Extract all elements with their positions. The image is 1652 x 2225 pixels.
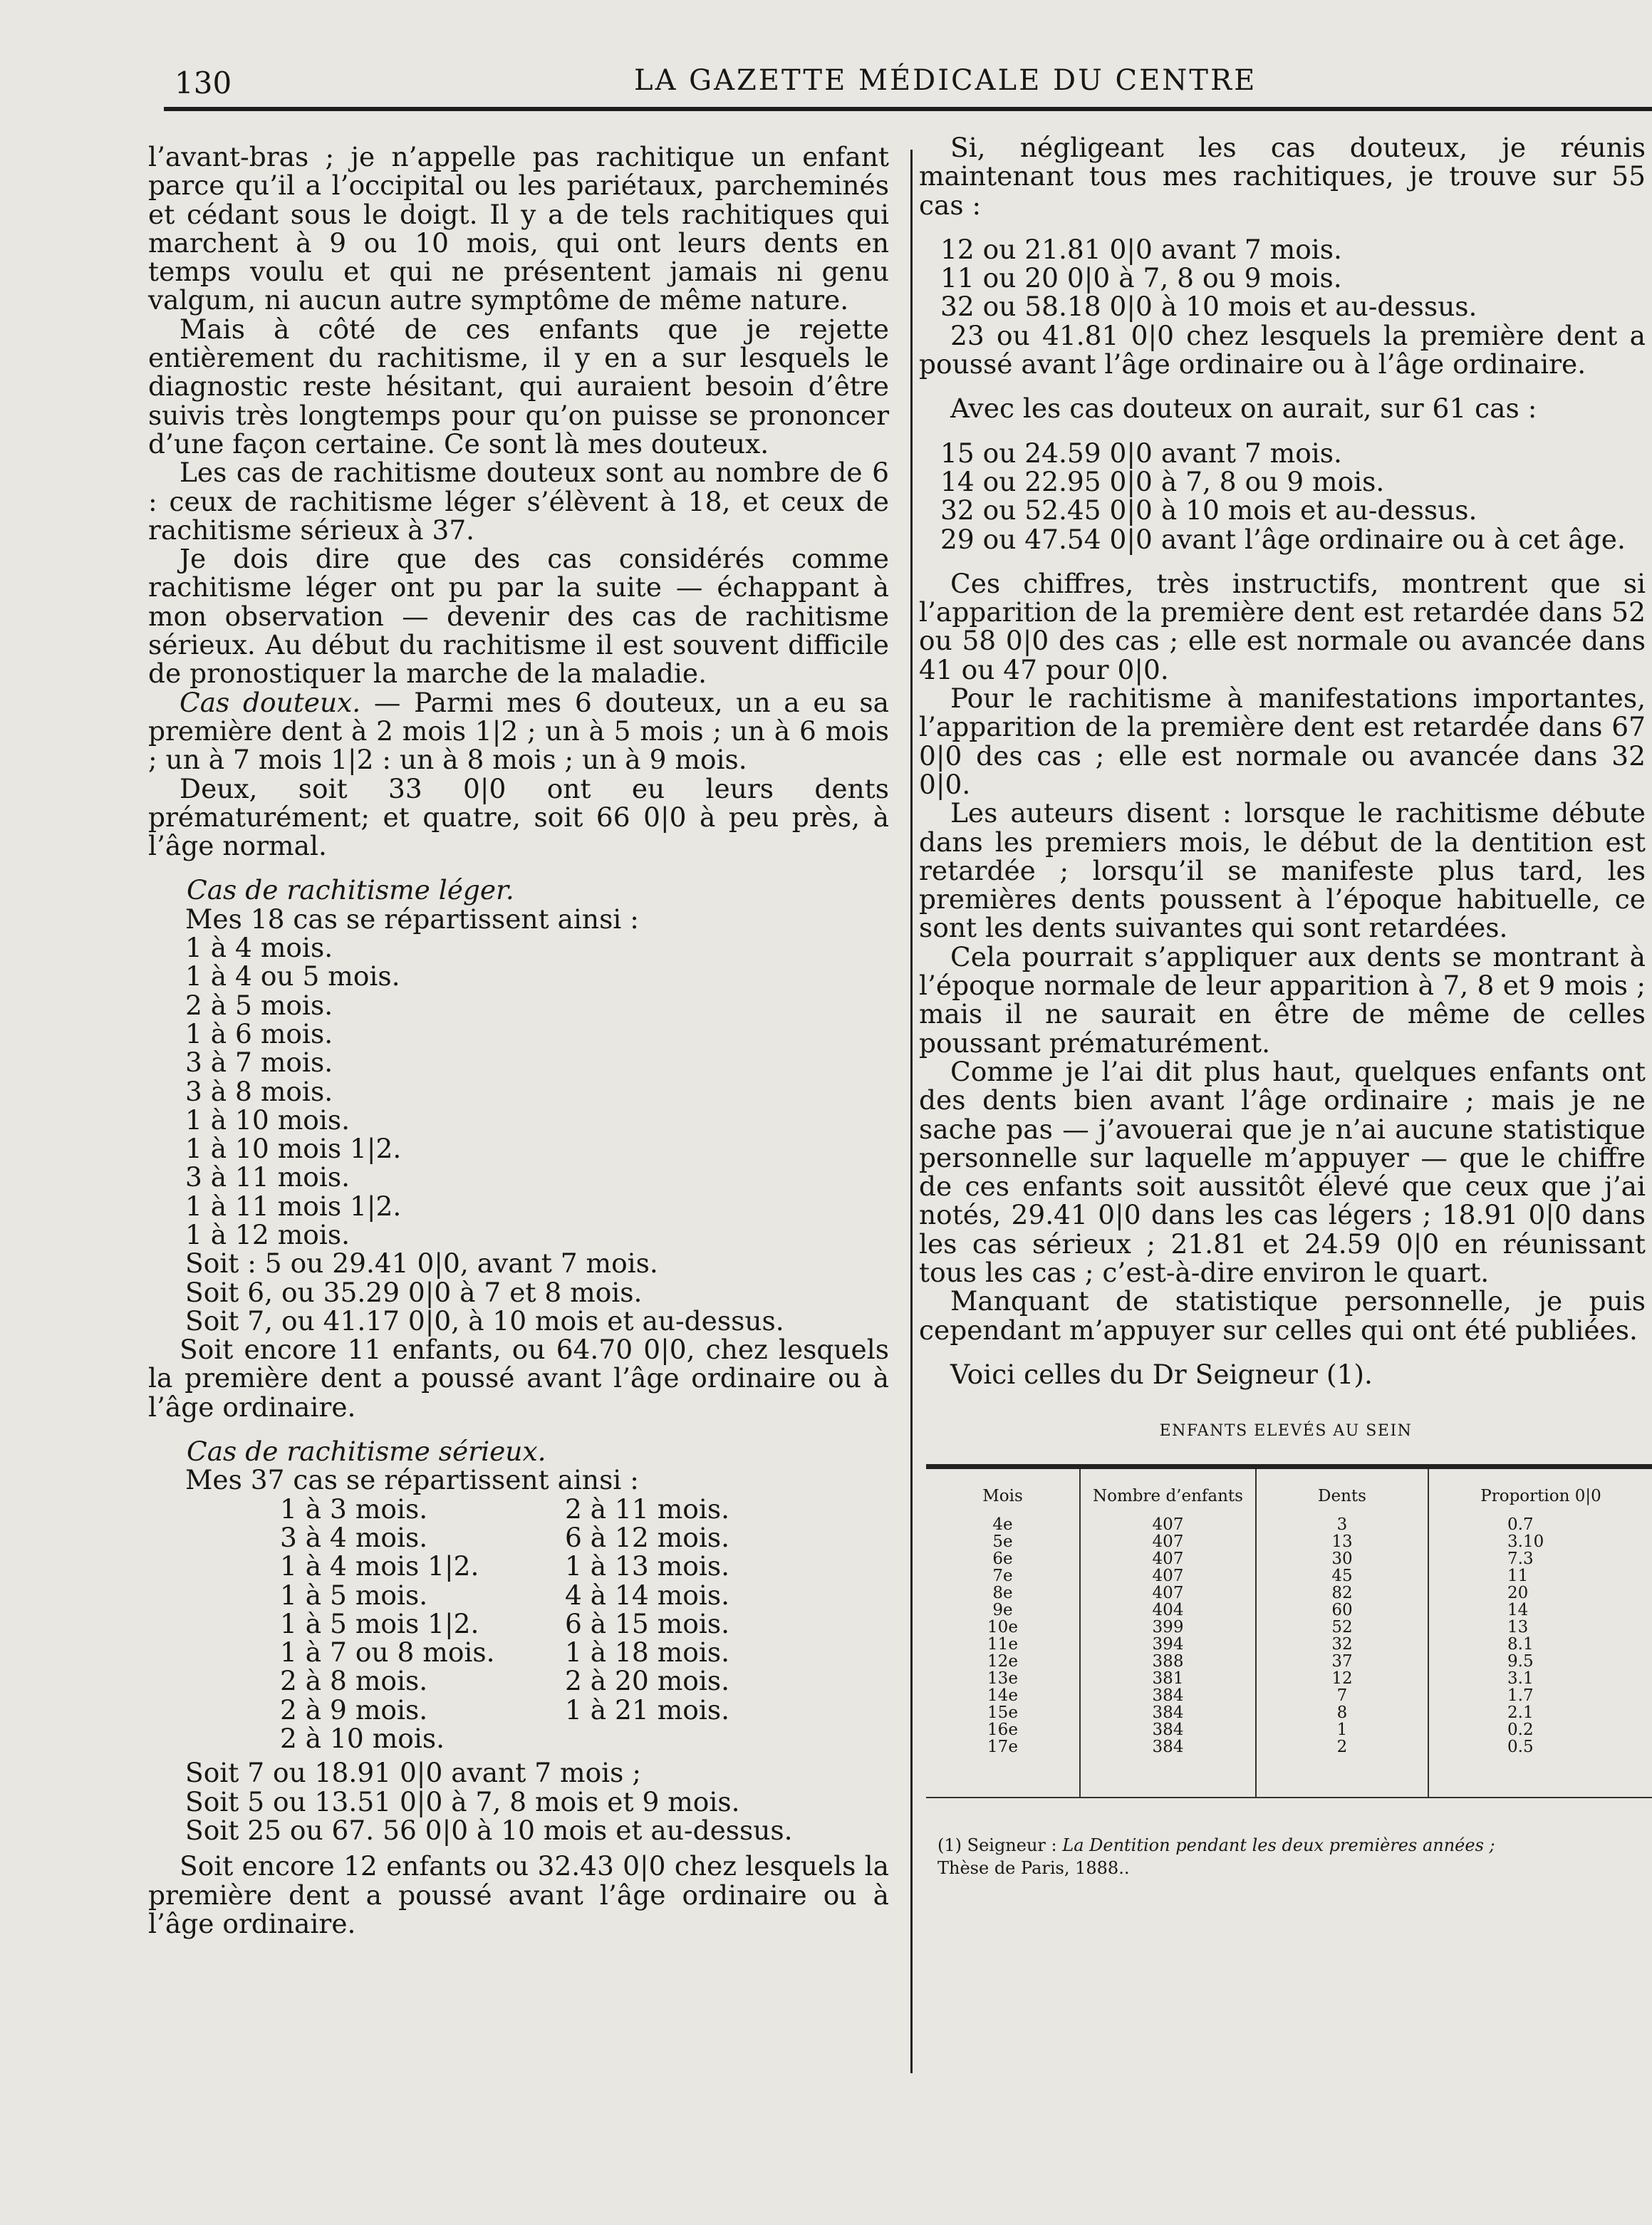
paragraph [148,688,889,774]
list-item: 1 à 11 mois 1|2. [185,1190,402,1222]
footnote [937,1834,1646,1879]
table-row [926,1636,1652,1653]
cell-children: 407 [1080,1516,1256,1533]
cell-teeth: 3 [1256,1516,1428,1533]
list-item: 29 ou 47.54 0|0 avant l’âge ordinaire ou à cet âge. [940,523,1626,555]
list-intro: Mes 37 cas se répartissent ainsi : [185,1464,639,1496]
list-item: 3 à 4 mois. [280,1521,428,1553]
list-item: 32 ou 52.45 0|0 à 10 mois et au-dessus. [940,494,1477,527]
list-item: 1 à 6 mois. [185,1017,333,1049]
list-item: 1 à 5 mois 1|2. [280,1607,479,1639]
page-header [164,58,1638,101]
table-row [926,1653,1652,1670]
cell-proportion: 2.1 [1428,1704,1652,1721]
paragraph: Deux, soit 33 0|0 ont eu leurs dents prématurément; et quatre, soit 66 0|0 à peu près, à l’âge normal. [148,772,889,862]
cell-children: 394 [1080,1636,1256,1653]
cell-month: 6e [992,1550,1013,1569]
list-item: 2 à 5 mois. [185,989,333,1021]
cell-teeth: 30 [1256,1550,1428,1567]
cell-proportion: 20 [1428,1585,1652,1602]
paragraph: Comme je l’ai dit plus haut, quelques enfants ont des dents bien avant l’âge ordinaire ; mais je ne sache pas — j’avouerai que je n’ai aucune statistique personnelle sur laquelle m’appuyer — que le chiffre de ces enfants soit aussitôt élevé que ceux que j’ai notés, 29.41 0|0 dans les cas légers ; 18.91 0|0 dans les cas sérieux ; 21.81 et 24.59 0|0 en réunissant tous les cas ; c’est-à-dire environ le quart. [919,1055,1646,1288]
list-item: 3 à 7 mois. [185,1047,333,1079]
footnote-source: Thèse de Paris, 1888.. [937,1858,1130,1879]
list-item: 1 à 12 mois. [185,1218,350,1250]
section-heading: Cas de rachitisme sérieux. [187,1436,546,1468]
cell-teeth: 45 [1256,1567,1428,1585]
cell-proportion: 7.3 [1428,1550,1652,1567]
cell-proportion: 9.5 [1428,1653,1652,1670]
list-item: 1 à 5 mois. [280,1579,428,1611]
paragraph: Manquant de statistique personnelle, je puis cependant m’appuyer sur celles qui ont été publiées. [919,1285,1646,1346]
cell-children: 384 [1080,1704,1256,1721]
table-row [926,1721,1652,1738]
table-row [926,1619,1652,1636]
list-item: 2 à 9 mois. [280,1694,428,1726]
cell-proportion: 11 [1428,1567,1652,1585]
cell-proportion: 3.10 [1428,1533,1652,1550]
summary-line: Soit 6, ou 35.29 0|0 à 7 et 8 mois. [185,1276,643,1308]
list-item: 2 à 10 mois. [280,1723,445,1755]
cell-proportion: 0.7 [1428,1516,1652,1533]
journal-title: LA GAZETTE MÉDICALE DU CENTRE [634,64,1257,97]
list-item: 1 à 7 ou 8 mois. [280,1637,495,1669]
list-item: 14 ou 22.95 0|0 à 7, 8 ou 9 mois. [940,465,1385,497]
page-number: 130 [175,66,232,100]
list-item: 2 à 8 mois. [280,1665,428,1697]
list-item: 12 ou 21.81 0|0 avant 7 mois. [940,233,1342,265]
table-row [926,1704,1652,1721]
section-heading: Cas de rachitisme léger. [187,874,514,906]
cell-children: 407 [1080,1533,1256,1550]
column-header: Proportion 0|0 [1428,1467,1652,1517]
cell-month: 16e [987,1721,1018,1740]
cell-children: 399 [1080,1619,1256,1636]
summary-line: Soit 7, ou 41.17 0|0, à 10 mois et au-dessus. [185,1305,784,1337]
footnote-ref: (1) Seigneur : [937,1835,1063,1856]
list-item: 11 ou 20 0|0 à 7, 8 ou 9 mois. [940,262,1342,294]
paragraph: Ces chiffres, très instructifs, montrent que si l’apparition de la première dent est retardée dans 52 ou 58 0|0 des cas ; elle est normale ou avancée dans 41 ou 47 pour 0|0. [919,567,1646,685]
leger-list [148,933,889,1249]
cell-month: 8e [992,1584,1013,1603]
cell-children: 384 [1080,1721,1256,1738]
list-item: 1 à 4 mois 1|2. [280,1550,479,1582]
table-row [926,1550,1652,1567]
cell-children: 407 [1080,1550,1256,1567]
cell-month: 17e [926,1738,1080,1798]
summary-line: Soit 25 ou 67. 56 0|0 à 10 mois et au-dessus. [185,1814,793,1846]
paragraph-text: — Parmi mes 6 douteux, un a eu sa première dent à 2 mois 1|2 ; un à 5 mois ; un à 6 mois ; un à 7 mois 1|2 : un à 8 mois ; un à 9 mois. [148,686,889,776]
cell-month: 11e [987,1635,1018,1654]
section-label: Cas douteux. [180,686,361,718]
list-item: 1 à 13 mois. [565,1550,729,1582]
header-rule [164,107,1652,111]
paragraph: Voici celles du Dr Seigneur (1). [950,1358,1373,1390]
cell-teeth: 37 [1256,1653,1428,1670]
paragraph: Je dois dire que des cas considérés comme rachitisme léger ont pu par la suite — échappant à mon observation — devenir des cas de rachitisme sérieux. Au début du rachitisme il est souvent difficile de pronostiquer la marche de la maladie. [148,543,889,690]
paragraph: Les cas de rachitisme douteux sont au nombre de 6 : ceux de rachitisme léger s’élèvent à 18, et ceux de rachitisme sérieux à 37. [148,457,889,546]
list-item: 1 à 3 mois. [280,1493,428,1525]
cell-teeth: 12 [1256,1670,1428,1687]
list-item: 1 à 18 mois. [565,1637,729,1669]
cell-teeth: 1 [1256,1721,1428,1738]
paragraph: Si, négligeant les cas douteux, je réunis maintenant tous mes rachitiques, je trouve sur 55 cas : [919,132,1646,221]
paragraph: 23 ou 41.81 0|0 chez lesquels la première dent a poussé avant l’âge ordinaire ou à l’âge ordinaire. [919,319,1646,380]
summary-line: Soit 7 ou 18.91 0|0 avant 7 mois ; [185,1757,641,1789]
cell-proportion: 0.5 [1428,1738,1652,1798]
cell-teeth: 82 [1256,1585,1428,1602]
cell-children: 384 [1080,1687,1256,1704]
serieux-list [148,1495,889,1753]
paragraph: Les auteurs disent : lorsque le rachitisme débute dans les premiers mois, le début de la dentition est retardée ; lorsqu’il se manifeste plus tard, les premières dents poussent à l’époque habituelle, ce sont les dents suivantes qui sont retardées. [919,797,1646,944]
cell-month: 7e [992,1567,1013,1586]
list-item: 2 à 20 mois. [565,1665,729,1697]
paragraph: Soit encore 12 enfants ou 32.43 0|0 chez lesquels la première dent a poussé avant l’âge ordinaire ou à l’âge ordinaire. [148,1850,889,1939]
table-row [926,1738,1652,1798]
table-row [926,1533,1652,1550]
dentition-table [926,1464,1652,1798]
cell-teeth: 60 [1256,1602,1428,1619]
column-divider [910,150,913,2073]
cell-month: 9e [992,1601,1013,1620]
cell-children: 407 [1080,1585,1256,1602]
table-row [926,1670,1652,1687]
list-item: 6 à 15 mois. [565,1607,729,1639]
cell-proportion: 14 [1428,1602,1652,1619]
paragraph: Mais à côté de ces enfants que je rejette entièrement du rachitisme, il y en a sur lesquels le diagnostic reste hésitant, qui auraient besoin d’être suivis très longtemps pour qu’on puisse se prononcer d’une façon certaine. Ce sont là mes douteux. [148,313,889,460]
list-item: 4 à 14 mois. [565,1579,729,1611]
summary-line: Soit : 5 ou 29.41 0|0, avant 7 mois. [185,1248,658,1280]
paragraph: Pour le rachitisme à manifestations importantes, l’apparition de la première dent est retardée dans 67 0|0 des cas ; elle est normale ou avancée dans 32 0|0. [919,683,1646,800]
cell-month: 12e [987,1652,1018,1671]
list-item: 3 à 8 mois. [185,1075,333,1107]
cell-proportion: 13 [1428,1619,1652,1636]
column-header: Nombre d’enfants [1080,1467,1256,1517]
list-item: 1 à 21 mois. [565,1694,729,1726]
right-column [919,133,1646,1879]
footnote-title: La Dentition pendant les deux premières années ; [1062,1835,1495,1856]
list-item: 2 à 11 mois. [565,1493,729,1525]
cell-children: 384 [1080,1738,1256,1798]
cell-teeth: 52 [1256,1619,1428,1636]
cell-proportion: 1.7 [1428,1687,1652,1704]
table-row [926,1585,1652,1602]
paragraph: Avec les cas douteux on aurait, sur 61 cas : [950,393,1537,425]
paragraph: l’avant-bras ; je n’appelle pas rachitique un enfant parce qu’il a l’occipital ou les pariétaux, parcheminés et cédant sous le doigt. Il y a de tels rachitiques qui marchent à 9 ou 10 mois, qui ont leurs dents en temps voulu et qui ne présentent jamais ni genu valgum, ni aucun autre symptôme de même nature. [148,141,889,316]
cell-month: 10e [987,1618,1018,1637]
list-intro: Mes 18 cas se répartissent ainsi : [185,903,639,935]
column-header: Dents [1256,1467,1428,1517]
list-item: 1 à 10 mois 1|2. [185,1133,402,1165]
cell-teeth: 13 [1256,1533,1428,1550]
list-item: 6 à 12 mois. [565,1521,729,1553]
list-item: 1 à 10 mois. [185,1104,350,1136]
cell-proportion: 0.2 [1428,1721,1652,1738]
cell-month: 14e [987,1686,1018,1706]
table-row [926,1687,1652,1704]
cell-children: 407 [1080,1567,1256,1585]
cell-children: 388 [1080,1653,1256,1670]
cell-teeth: 32 [1256,1636,1428,1653]
cell-proportion: 3.1 [1428,1670,1652,1687]
cell-month: 5e [992,1532,1013,1552]
cell-month: 15e [987,1703,1018,1723]
cell-month: 4e [992,1515,1013,1535]
cell-teeth: 2 [1256,1738,1428,1798]
cell-children: 404 [1080,1602,1256,1619]
cell-teeth: 8 [1256,1704,1428,1721]
paragraph: Soit encore 11 enfants, ou 64.70 0|0, chez lesquels la première dent a poussé avant l’âge ordinaire ou à l’âge ordinaire. [148,1334,889,1423]
list-item: 15 ou 24.59 0|0 avant 7 mois. [940,437,1342,469]
cell-proportion: 8.1 [1428,1636,1652,1653]
list-item: 3 à 11 mois. [185,1161,350,1193]
cell-month: 13e [987,1669,1018,1689]
left-column [148,142,889,1938]
table-caption: ENFANTS ELEVÉS AU SEIN [1159,1422,1413,1441]
table-row [926,1516,1652,1533]
list-item: 1 à 4 mois. [185,932,333,964]
table-row [926,1567,1652,1585]
cell-children: 381 [1080,1670,1256,1687]
column-header: Mois [926,1467,1080,1517]
cell-teeth: 7 [1256,1687,1428,1704]
table-row [926,1602,1652,1619]
list-item: 1 à 4 ou 5 mois. [185,960,400,992]
summary-line: Soit 5 ou 13.51 0|0 à 7, 8 mois et 9 mois. [185,1785,740,1817]
list-item: 32 ou 58.18 0|0 à 10 mois et au-dessus. [940,291,1477,323]
paragraph: Cela pourrait s’appliquer aux dents se montrant à l’époque normale de leur apparition à 7, 8 et 9 mois ; mais il ne saurait en être de même de celles poussant prématurément. [919,940,1646,1059]
